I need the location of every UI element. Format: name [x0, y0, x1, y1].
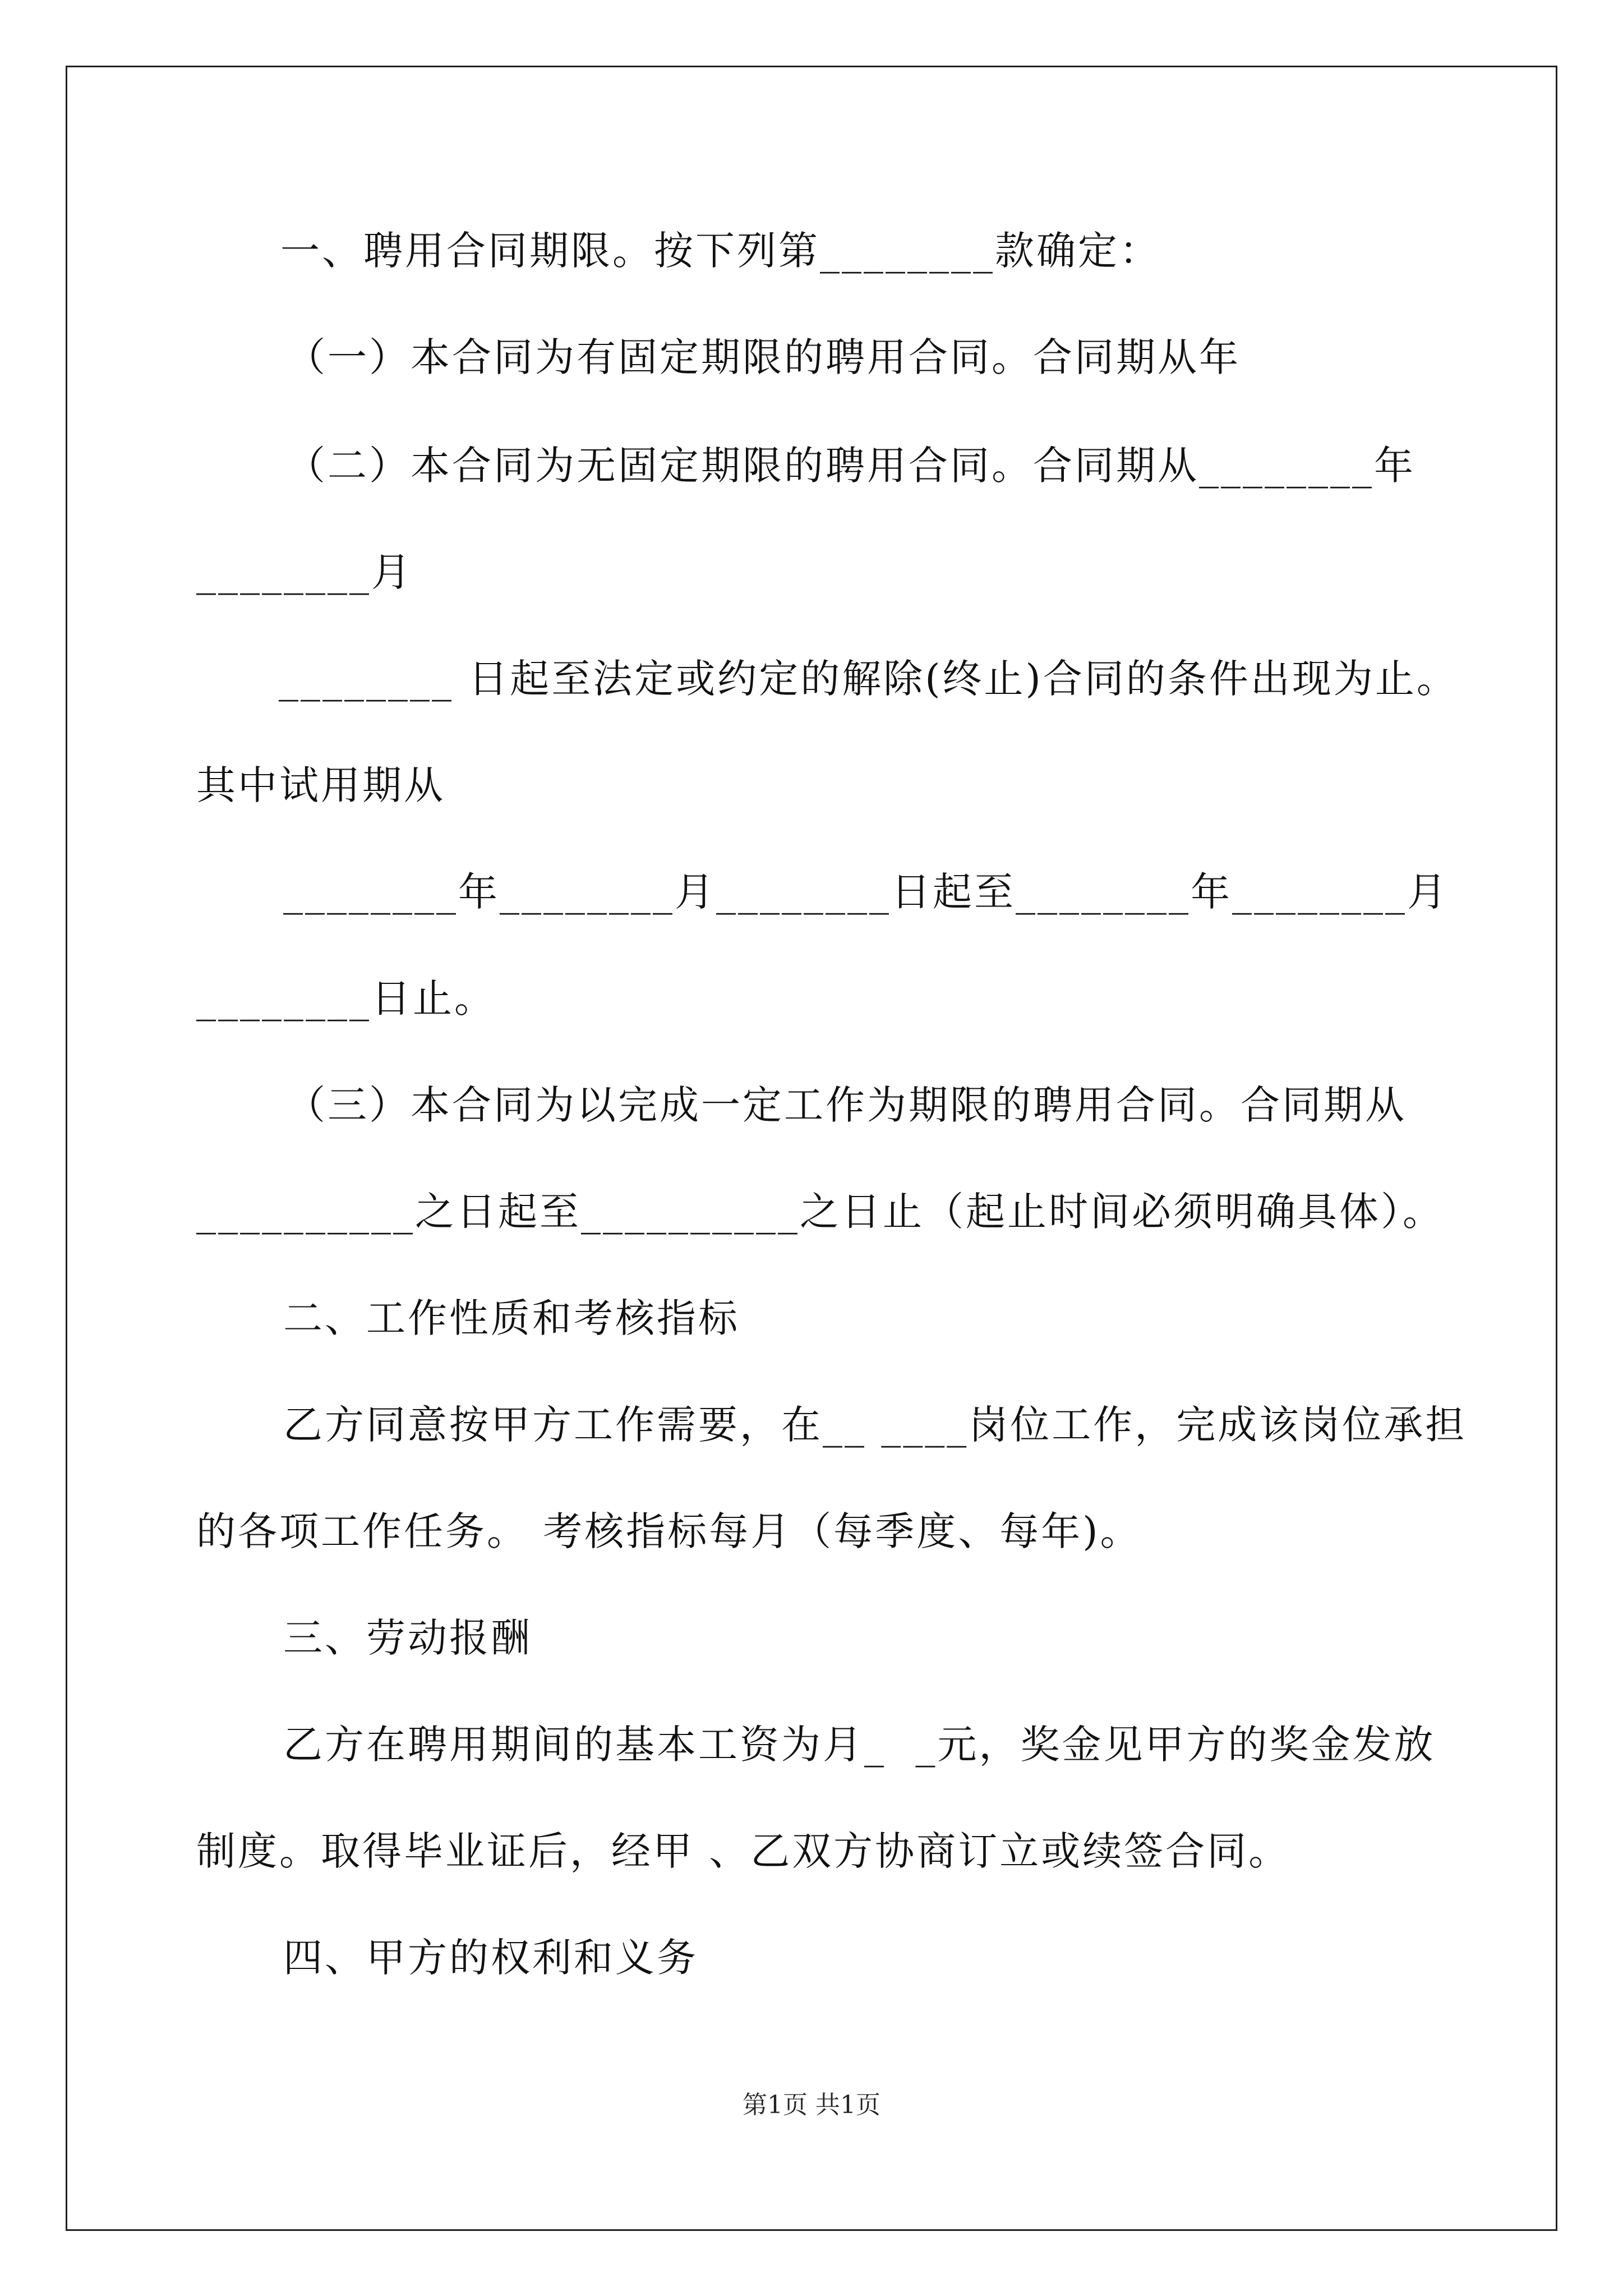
- clause-3-dates: __________之日起至__________之日止（起止时间必须明确具体）。: [196, 1189, 1444, 1235]
- page-border: [66, 66, 1557, 2231]
- section-3-body-1: 乙方在聘用期间的基本工资为月_ _元，奖金见甲方的奖金发放: [283, 1722, 1436, 1768]
- clause-2-month-blank: ________月: [196, 549, 413, 595]
- probation-intro: 其中试用期从: [196, 762, 445, 808]
- section-2-body-1: 乙方同意按甲方工作需要，在__ ____岗位工作，完成该岗位承担: [283, 1402, 1467, 1448]
- probation-dates: ________年________月________日起至________年________月: [283, 869, 1449, 915]
- page-footer: 第1页 共1页: [743, 2091, 880, 2119]
- clause-2-open-term: （二）本合同为无固定期限的聘用合同。合同期从________年: [286, 443, 1415, 489]
- clause-1-fixed-term: （一）本合同为有固定期限的聘用合同。合同期从年: [286, 334, 1241, 380]
- probation-end: ________日止。: [196, 976, 496, 1022]
- section-2-body-2: 的各项工作任务。 考核指标每月（每季度、每年)。: [196, 1508, 1142, 1554]
- clause-2-termination: ________ 日起至法定或约定的解除(终止)合同的条件出现为止。: [279, 656, 1458, 702]
- section-2-heading: 二、工作性质和考核指标: [283, 1295, 740, 1341]
- section-3-body-2: 制度。取得毕业证后，经甲 、乙双方协商订立或续签合同。: [196, 1828, 1290, 1874]
- section-3-heading: 三、劳动报酬: [283, 1615, 532, 1661]
- section-4-heading: 四、甲方的权利和义务: [283, 1935, 698, 1981]
- clause-3-task-term: （三）本合同为以完成一定工作为期限的聘用合同。合同期从: [286, 1082, 1407, 1128]
- section-1-heading: 一、聘用合同期限。按下列第________款确定：: [280, 228, 1161, 274]
